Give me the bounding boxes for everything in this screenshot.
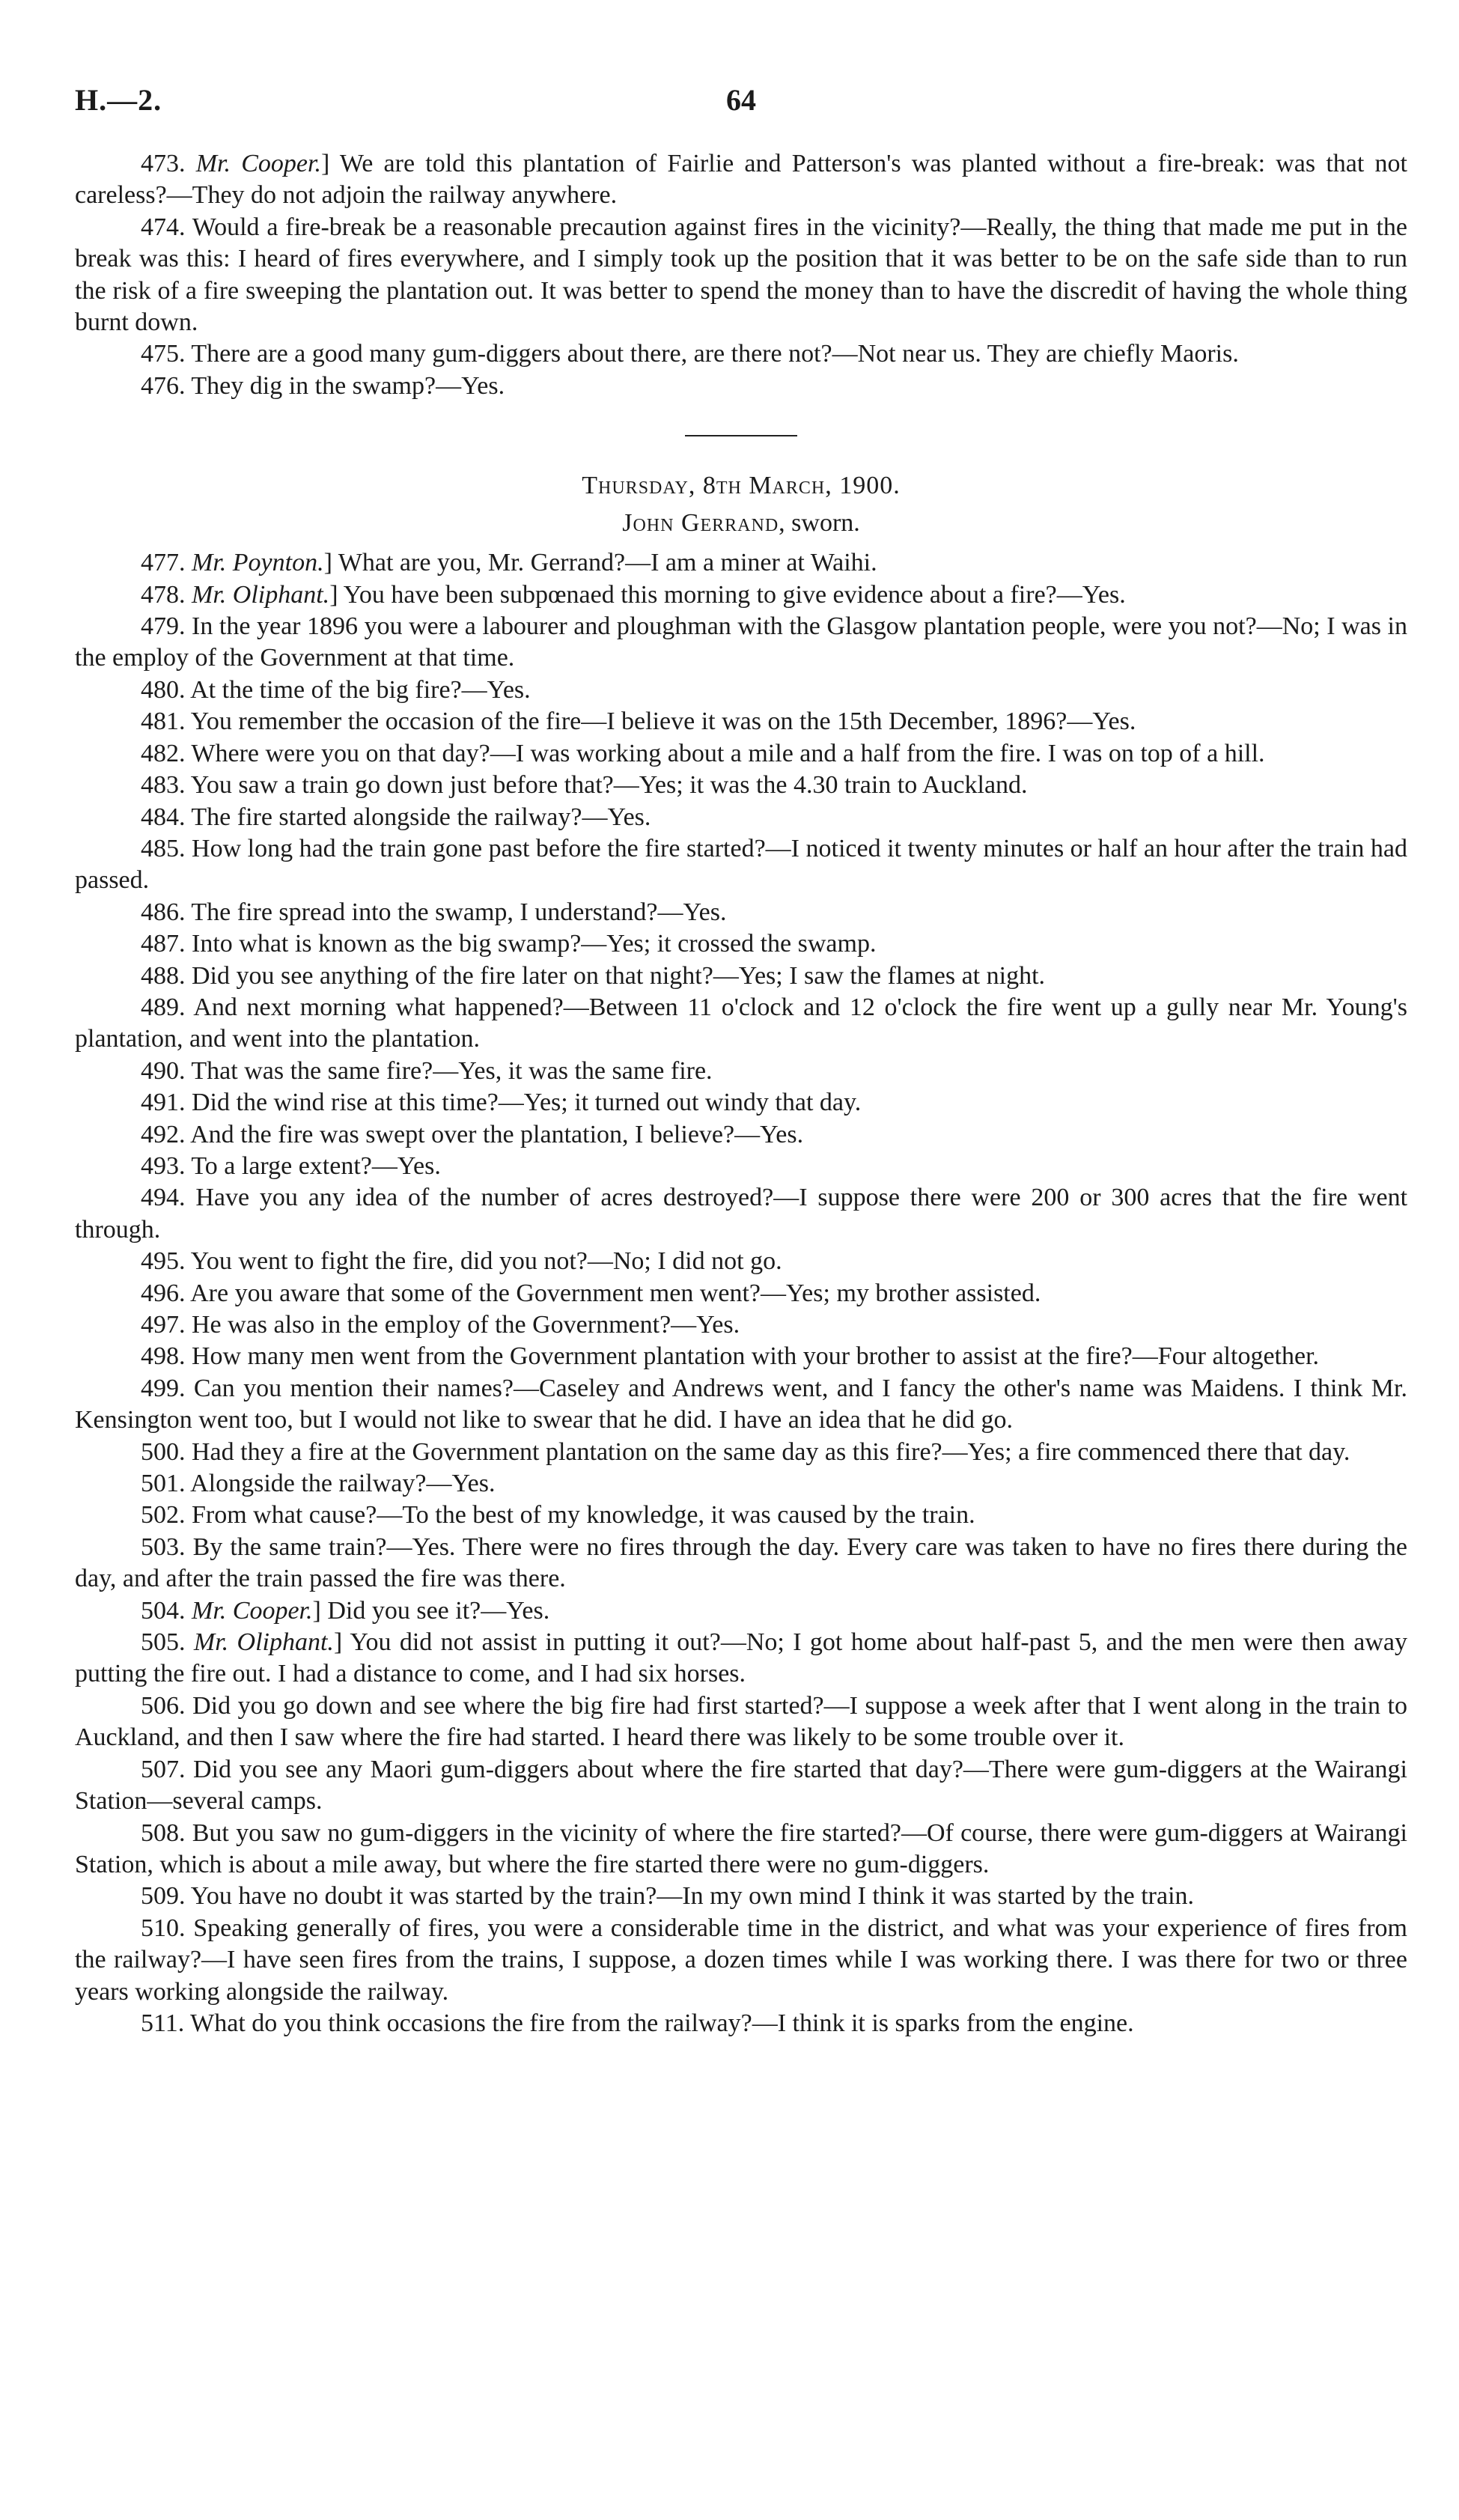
question-number: 479. bbox=[141, 612, 186, 641]
question-number: 497. bbox=[141, 1311, 186, 1339]
question-text: Had they a fire at the Government plantation on the same day as this fire?—Yes; a fire commenced there that day. bbox=[192, 1437, 1350, 1466]
question-text: Where were you on that day?—I was working about a mile and a half from the fire. I was on top of a hill. bbox=[191, 739, 1265, 767]
question-paragraph bbox=[75, 1754, 1407, 1818]
question-text: They dig in the swamp?—Yes. bbox=[191, 371, 505, 400]
speaker-name: Mr. Oliphant. bbox=[193, 1628, 334, 1657]
question-text: Can you mention their names?—Caseley and Andrews went, and I fancy the other's name was Maidens. I think Mr. Kensington went too, but I would not like to swear that he did. I have an idea that he did go. bbox=[75, 1374, 1407, 1434]
question-paragraph bbox=[75, 611, 1407, 675]
document-code: H.—2. bbox=[75, 83, 162, 117]
question-text: That was the same fire?—Yes, it was the same fire. bbox=[191, 1056, 713, 1085]
question-text: ] You have been subpœnaed this morning to give evidence about a fire?—Yes. bbox=[329, 580, 1126, 609]
question-number: 502. bbox=[141, 1501, 186, 1530]
question-text: And the fire was swept over the plantation, I believe?—Yes. bbox=[190, 1120, 804, 1148]
question-number: 478. bbox=[141, 580, 186, 609]
question-text: Alongside the railway?—Yes. bbox=[190, 1470, 496, 1498]
question-paragraph bbox=[75, 1532, 1407, 1595]
question-number: 483. bbox=[141, 771, 186, 800]
question-paragraph bbox=[75, 770, 1407, 801]
question-paragraph bbox=[75, 1500, 1407, 1531]
question-text: Have you any idea of the number of acres destroyed?—I suppose there were 200 or 300 acres that the fire went through. bbox=[75, 1184, 1408, 1244]
question-number: 495. bbox=[141, 1247, 186, 1276]
question-paragraph bbox=[75, 1087, 1407, 1119]
question-number: 505. bbox=[141, 1628, 186, 1657]
question-number: 504. bbox=[141, 1596, 186, 1625]
question-paragraph bbox=[75, 802, 1407, 833]
question-paragraph bbox=[75, 1913, 1407, 2008]
question-text: You have no doubt it was started by the train?—In my own mind I think it was started by the train. bbox=[190, 1882, 1195, 1911]
witness-heading bbox=[75, 507, 1407, 540]
speaker-name: Mr. Cooper. bbox=[195, 150, 321, 177]
question-number: 473. bbox=[141, 150, 186, 177]
question-number: 488. bbox=[141, 961, 186, 990]
question-number: 484. bbox=[141, 803, 186, 831]
question-text: Did you see anything of the fire later on that night?—Yes; I saw the flames at night. bbox=[192, 961, 1046, 990]
question-paragraph bbox=[75, 833, 1407, 897]
question-paragraph bbox=[75, 1595, 1407, 1627]
question-text: ] Did you see it?—Yes. bbox=[312, 1596, 550, 1625]
question-number: 501. bbox=[141, 1470, 186, 1498]
question-text: To a large extent?—Yes. bbox=[191, 1151, 441, 1180]
question-text: ] What are you, Mr. Gerrand?—I am a miner at Waihi. bbox=[323, 549, 877, 577]
question-number: 510. bbox=[141, 1914, 186, 1942]
question-text: From what cause?—To the best of my knowledge, it was caused by the train. bbox=[192, 1501, 975, 1530]
question-text: You went to fight the fire, did you not?—No; I did not go. bbox=[190, 1247, 782, 1276]
question-paragraph bbox=[75, 1151, 1407, 1182]
question-number: 509. bbox=[141, 1882, 186, 1911]
testimony-section-previous bbox=[75, 148, 1407, 402]
question-paragraph bbox=[75, 1373, 1407, 1437]
question-number: 496. bbox=[141, 1279, 186, 1307]
question-text: Did the wind rise at this time?—Yes; it turned out windy that day. bbox=[192, 1089, 862, 1117]
question-number: 489. bbox=[141, 993, 186, 1021]
question-paragraph bbox=[75, 338, 1407, 370]
document-page bbox=[75, 82, 1407, 2039]
question-paragraph bbox=[75, 1246, 1407, 1277]
question-number: 492. bbox=[141, 1120, 186, 1148]
speaker-name: Mr. Oliphant. bbox=[192, 580, 330, 609]
page-number: 64 bbox=[726, 83, 756, 117]
question-number: 491. bbox=[141, 1089, 186, 1117]
question-text: In the year 1896 you were a labourer and ploughman with the Glasgow plantation people, were you not?—No; I was in the employ of the Government at that time. bbox=[75, 612, 1407, 672]
question-paragraph bbox=[75, 1309, 1407, 1341]
question-text: He was also in the employ of the Government?—Yes. bbox=[192, 1311, 740, 1339]
question-paragraph bbox=[75, 1468, 1407, 1500]
question-text: How long had the train gone past before the fire started?—I noticed it twenty minutes or half an hour after the train had passed. bbox=[75, 834, 1408, 895]
question-number: 503. bbox=[141, 1533, 186, 1561]
question-paragraph bbox=[75, 148, 1407, 212]
page-header bbox=[75, 82, 1407, 135]
question-text: You remember the occasion of the fire—I believe it was on the 15th December, 1896?—Yes. bbox=[190, 707, 1136, 736]
witness-sworn: , sworn. bbox=[779, 509, 860, 538]
question-text: The fire spread into the swamp, I understand?—Yes. bbox=[191, 898, 727, 926]
question-number: 498. bbox=[141, 1342, 186, 1371]
question-text: Are you aware that some of the Government men went?—Yes; my brother assisted. bbox=[190, 1279, 1041, 1307]
testimony-section-gerrand bbox=[75, 547, 1407, 2039]
question-paragraph bbox=[75, 547, 1407, 579]
question-paragraph bbox=[75, 1341, 1407, 1372]
question-paragraph bbox=[75, 2008, 1407, 2039]
question-number: 486. bbox=[141, 898, 186, 926]
question-paragraph bbox=[75, 1437, 1407, 1468]
question-paragraph bbox=[75, 1690, 1407, 1754]
question-number: 494. bbox=[141, 1184, 186, 1212]
question-text: Did you go down and see where the big fire had first started?—I suppose a week after that I went along in the train to Auckland, and then I saw where the fire had started. I heard there was likely to be some trouble over it. bbox=[75, 1691, 1407, 1752]
question-number: 477. bbox=[141, 549, 186, 577]
question-paragraph bbox=[75, 212, 1407, 339]
question-number: 480. bbox=[141, 675, 186, 704]
question-text: By the same train?—Yes. There were no fires through the day. Every care was taken to have no fires there during the day, and after the train passed the fire was there. bbox=[75, 1533, 1407, 1593]
question-text: There are a good many gum-diggers about there, are there not?—Not near us. They are chiefly Maoris. bbox=[191, 340, 1239, 368]
question-text: The fire started alongside the railway?—Yes. bbox=[191, 803, 651, 831]
question-paragraph bbox=[75, 1056, 1407, 1087]
question-number: 474. bbox=[141, 213, 186, 241]
question-text: ] We are told this plantation of Fairlie and Patterson's was planted without a fire-break: was that not careless?—They do not adjoin the railway anywhere. bbox=[75, 150, 1407, 210]
question-number: 506. bbox=[141, 1691, 186, 1720]
date-heading: Thursday, 8th March, 1900. bbox=[582, 472, 901, 500]
question-text: Did you see any Maori gum-diggers about where the fire started that day?—There were gum-diggers at the Wairangi Station—several camps. bbox=[75, 1755, 1407, 1816]
question-paragraph bbox=[75, 579, 1407, 611]
question-text: But you saw no gum-diggers in the vicinity of where the fire started?—Of course, there were gum-diggers at Wairangi Station, which is about a mile away, but where the fire started there were no gum-diggers. bbox=[75, 1819, 1408, 1878]
question-number: 485. bbox=[141, 834, 186, 862]
speaker-name: Mr. Cooper. bbox=[192, 1596, 313, 1625]
question-text: How many men went from the Government plantation with your brother to assist at the fire?—Four altogether. bbox=[192, 1342, 1320, 1371]
question-number: 511. bbox=[141, 2009, 185, 2037]
question-paragraph bbox=[75, 738, 1407, 770]
question-number: 476. bbox=[141, 371, 186, 400]
witness-name: John Gerrand bbox=[622, 509, 779, 538]
question-paragraph bbox=[75, 928, 1407, 960]
question-number: 487. bbox=[141, 930, 186, 958]
question-text: And next morning what happened?—Between 11 o'clock and 12 o'clock the fire went up a gully near Mr. Young's plantation, and went into the plantation. bbox=[75, 993, 1407, 1053]
speaker-name: Mr. Poynton. bbox=[192, 549, 324, 577]
question-text: At the time of the big fire?—Yes. bbox=[190, 675, 531, 704]
question-paragraph bbox=[75, 1818, 1407, 1881]
question-paragraph bbox=[75, 675, 1407, 706]
question-paragraph bbox=[75, 1881, 1407, 1912]
question-number: 481. bbox=[141, 707, 186, 736]
question-paragraph bbox=[75, 992, 1407, 1056]
section-divider bbox=[685, 435, 797, 436]
question-paragraph bbox=[75, 1627, 1407, 1690]
question-number: 500. bbox=[141, 1437, 186, 1466]
question-text: Speaking generally of fires, you were a considerable time in the district, and what was your experience of fires from the railway?—I have seen fires from the trains, I suppose, a dozen times while I was working there. I was there for two or three years working alongside the railway. bbox=[75, 1914, 1407, 2006]
question-number: 482. bbox=[141, 739, 186, 767]
question-text: You saw a train go down just before that?—Yes; it was the 4.30 train to Auckland. bbox=[190, 771, 1028, 800]
question-number: 475. bbox=[141, 340, 186, 368]
question-paragraph bbox=[75, 1278, 1407, 1309]
question-paragraph bbox=[75, 961, 1407, 992]
question-paragraph bbox=[75, 706, 1407, 737]
question-number: 508. bbox=[141, 1819, 186, 1847]
question-text: ] You did not assist in putting it out?—No; I got home about half-past 5, and the men were then away putting the fire out. I had a distance to come, and I had six horses. bbox=[75, 1628, 1407, 1688]
question-number: 499. bbox=[141, 1374, 186, 1402]
question-paragraph bbox=[75, 1182, 1407, 1246]
question-text: What do you think occasions the fire from the railway?—I think it is sparks from the engine. bbox=[190, 2009, 1134, 2037]
question-text: Into what is known as the big swamp?—Yes; it crossed the swamp. bbox=[192, 930, 877, 958]
question-number: 507. bbox=[141, 1755, 186, 1783]
question-number: 490. bbox=[141, 1056, 186, 1085]
question-paragraph bbox=[75, 1119, 1407, 1151]
question-text: Would a fire-break be a reasonable precaution against fires in the vicinity?—Really, the thing that made me put in the break was this: I heard of fires everywhere, and I simply took up the position that it was better to be on the safe side than to run the risk of a fire sweeping the plantation out. It was better to spend the money than to have the discredit of having the whole thing burnt down. bbox=[75, 213, 1408, 337]
question-number: 493. bbox=[141, 1151, 186, 1180]
question-paragraph bbox=[75, 897, 1407, 928]
question-paragraph bbox=[75, 371, 1407, 402]
